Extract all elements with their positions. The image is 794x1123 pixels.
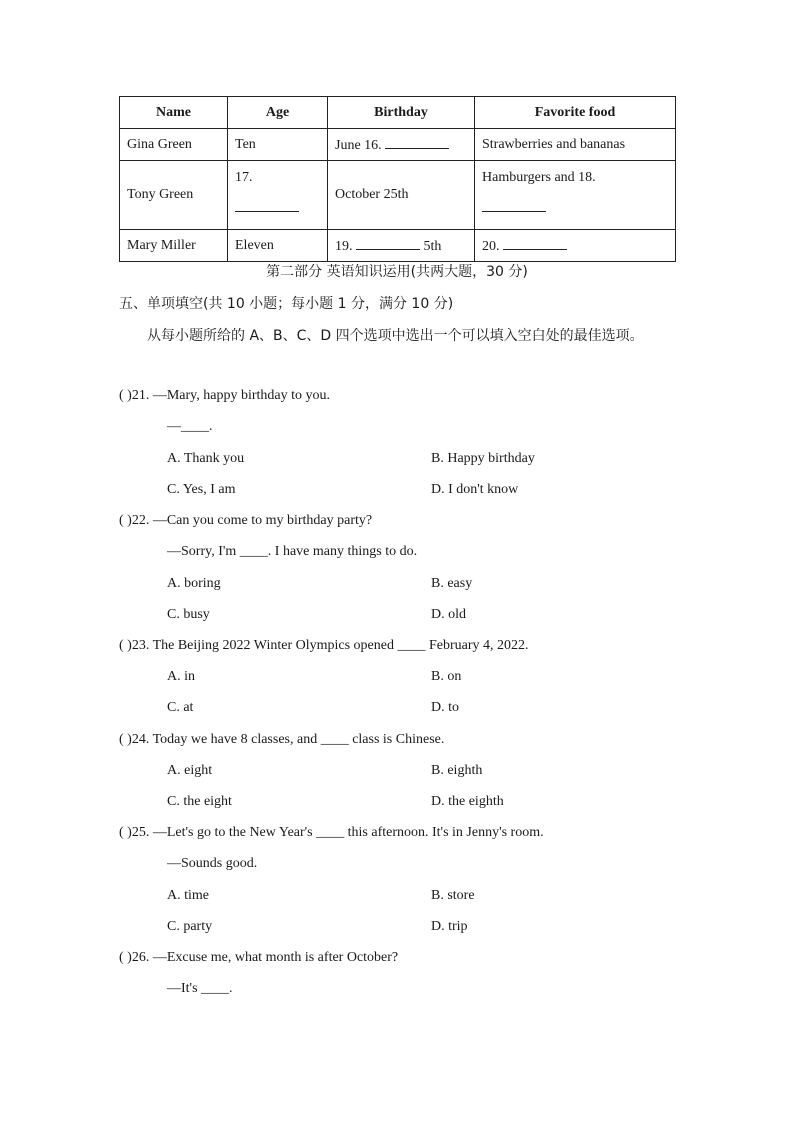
cell-food-text: Hamburgers and 18. — [482, 170, 596, 185]
answer-blank — [482, 199, 546, 212]
question-23-option-a: A. in — [167, 669, 195, 684]
cell-age-text: 17. — [235, 170, 253, 185]
table-header-name: Name — [120, 97, 228, 129]
question-25-option-d: D. trip — [431, 919, 468, 934]
question-24-stem: ( )24. Today we have 8 classes, and ____ class is Chinese. — [119, 732, 445, 747]
table-header-age: Age — [228, 97, 328, 129]
answer-blank — [356, 237, 420, 250]
table-header-food: Favorite food — [475, 97, 676, 129]
cell-age: Eleven — [228, 230, 328, 262]
question-21-stem: ( )21. —Mary, happy birthday to you. — [119, 388, 330, 403]
question-23-stem: ( )23. The Beijing 2022 Winter Olympics opened ____ February 4, 2022. — [119, 638, 529, 653]
cell-birthday-post: 5th — [423, 238, 442, 254]
question-22-option-a: A. boring — [167, 576, 221, 591]
question-22-stem: ( )22. —Can you come to my birthday party? — [119, 513, 373, 528]
question-22-option-c: C. busy — [167, 607, 210, 622]
question-22-reply: —Sorry, I'm ____. I have many things to do. — [167, 544, 418, 559]
question-21-option-a: A. Thank you — [167, 451, 245, 466]
cell-birthday — [328, 129, 475, 161]
question-26-stem: ( )26. —Excuse me, what month is after October? — [119, 950, 399, 965]
section-title: 第二部分 英语知识运用(共两大题，30 分) — [266, 264, 528, 280]
question-22-option-b: B. easy — [431, 576, 473, 591]
question-21-option-c: C. Yes, I am — [167, 482, 236, 497]
cell-food — [475, 230, 676, 262]
question-26-reply: —It's ____. — [167, 981, 233, 996]
cell-age: Ten — [228, 129, 328, 161]
cell-birthday: October 25th — [328, 161, 475, 230]
table-row — [120, 129, 676, 161]
table-header-row — [120, 97, 676, 129]
question-25-option-b: B. store — [431, 888, 475, 903]
cell-name: Gina Green — [120, 129, 228, 161]
question-24-option-a: A. eight — [167, 763, 213, 778]
question-23-option-b: B. on — [431, 669, 462, 684]
cell-birthday — [328, 230, 475, 262]
table-row — [120, 161, 676, 230]
part-heading: 五、单项填空(共 10 小题；每小题 1 分，满分 10 分) — [119, 296, 454, 312]
question-25-option-a: A. time — [167, 888, 209, 903]
question-24-option-c: C. the eight — [167, 794, 232, 809]
cell-name: Mary Miller — [120, 230, 228, 262]
question-25-reply: —Sounds good. — [167, 856, 258, 871]
question-21-option-d: D. I don't know — [431, 482, 519, 497]
cell-birthday-pre: 19. — [335, 238, 353, 254]
question-24-option-d: D. the eighth — [431, 794, 504, 809]
cell-food: Strawberries and bananas — [475, 129, 676, 161]
cell-food-text: 20. — [482, 238, 500, 254]
question-25-stem: ( )25. —Let's go to the New Year's ____ this afternoon. It's in Jenny's room. — [119, 825, 544, 840]
table-header-birthday: Birthday — [328, 97, 475, 129]
cell-name: Tony Green — [120, 161, 228, 230]
answer-blank — [235, 199, 299, 212]
table-row — [120, 230, 676, 262]
answer-blank — [503, 237, 567, 250]
question-25-option-c: C. party — [167, 919, 213, 934]
info-table — [119, 96, 676, 262]
question-23-option-c: C. at — [167, 700, 194, 715]
question-21-option-b: B. Happy birthday — [431, 451, 535, 466]
answer-blank — [385, 136, 449, 149]
instructions: 从每小题所给的 A、B、C、D 四个选项中选出一个可以填入空白处的最佳选项。 — [147, 328, 644, 344]
cell-food — [475, 161, 676, 230]
cell-birthday-text: June 16. — [335, 137, 382, 153]
cell-age — [228, 161, 328, 230]
question-21-reply: —____. — [167, 419, 213, 434]
question-22-option-d: D. old — [431, 607, 466, 622]
question-23-option-d: D. to — [431, 700, 459, 715]
question-24-option-b: B. eighth — [431, 763, 483, 778]
